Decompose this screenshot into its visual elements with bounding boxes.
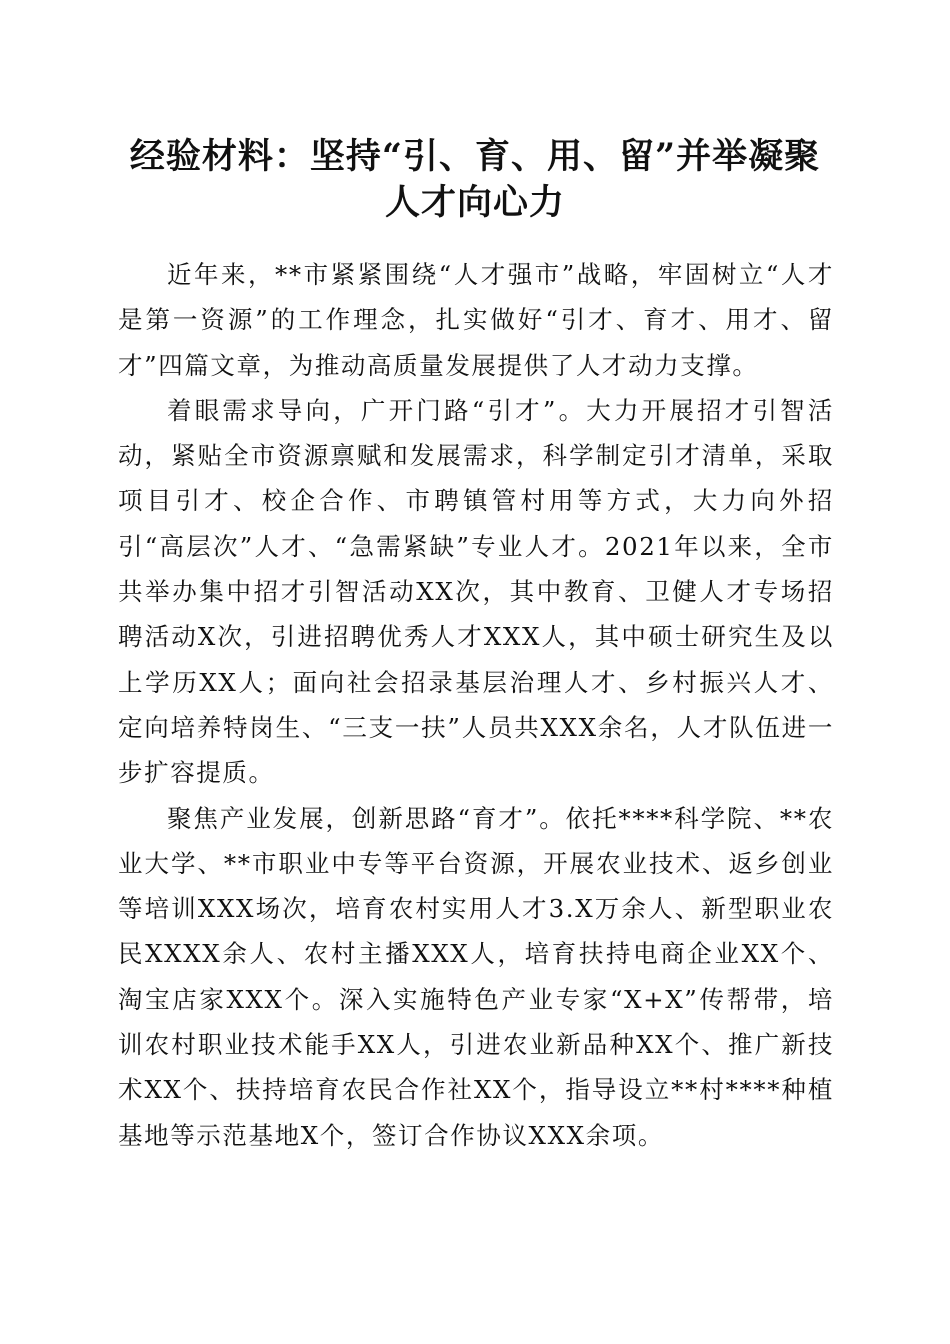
- title-line-2: 人才向心力: [384, 182, 565, 223]
- title-line-1: 经验材料：坚持“引、育、用、留”并举凝聚: [129, 136, 821, 177]
- paragraph-recruit-talent: 着眼需求导向，广开门路“引才”。大力开展招才引智活动，紧贴全市资源禀赋和发展需求，科学制定引才清单，采取项目引才、校企合作、市聘镇管村用等方式，大力向外招引“高层次”人才、“急需紧缺”专业人才。2021年以来，全市共举办集中招才引智活动XX次，其中教育、卫健人才专场招聘活动X次，引进招聘优秀人才XXX人，其中硕士研究生及以上学历XX人；面向社会招录基层治理人才、乡村振兴人才、定向培养特岗生、“三支一扶”人员共XXX余名，人才队伍进一步扩容提质。: [118, 395, 834, 788]
- document-body: [118, 252, 834, 1158]
- paragraph-intro: 近年来，**市紧紧围绕“人才强市”战略，牢固树立“人才是第一资源”的工作理念，扎实做好“引才、育才、用才、留才”四篇文章，为推动高质量发展提供了人才动力支撑。: [118, 260, 834, 380]
- paragraph-cultivate-talent: 聚焦产业发展，创新思路“育才”。依托****科学院、**农业大学、**市职业中专等平台资源，开展农业技术、返乡创业等培训XXX场次，培育农村实用人才3.X万余人、新型职业农民XXXX余人、农村主播XXX人，培育扶持电商企业XX个、淘宝店家XXX个。深入实施特色产业专家“X+X”传帮带，培训农村职业技术能手XX人，引进农业新品种XX个、推广新技术XX个、扶持培育农民合作社XX个，指导设立**村****种植基地等示范基地X个，签订合作协议XXX余项。: [118, 803, 834, 1150]
- document-title: [110, 134, 840, 226]
